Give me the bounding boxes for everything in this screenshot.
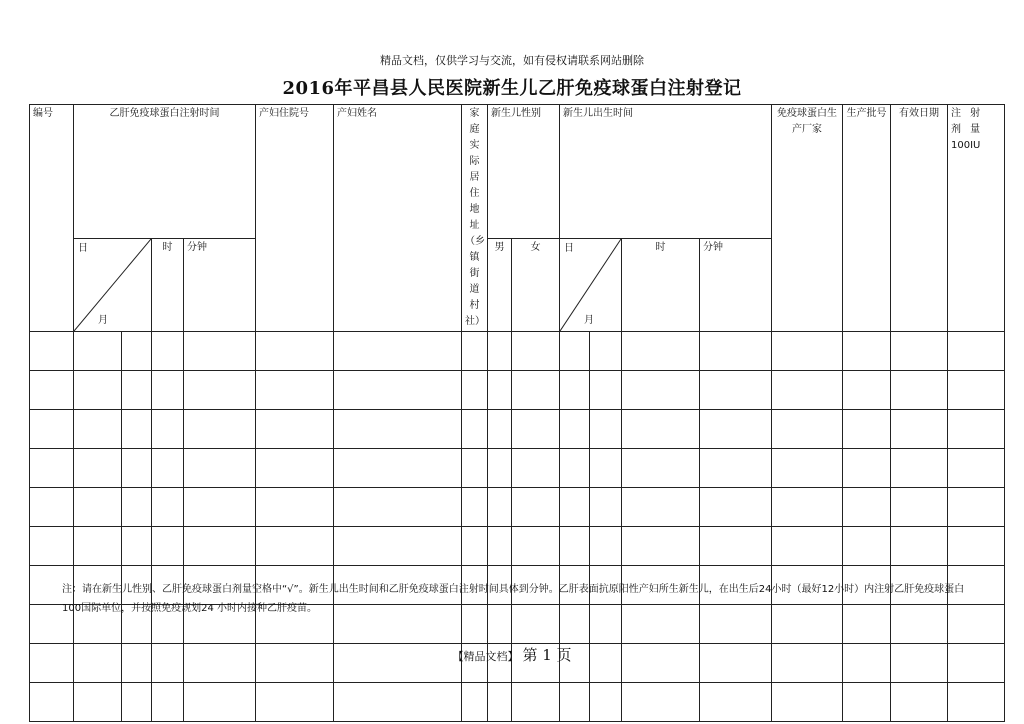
table-cell[interactable]: [488, 410, 512, 449]
table-cell[interactable]: [122, 683, 152, 722]
table-cell[interactable]: [462, 683, 488, 722]
gender-female-label: 女: [512, 238, 560, 331]
footer-label: 【精品文档】: [452, 650, 519, 663]
table-cell[interactable]: [74, 410, 122, 449]
table-cell[interactable]: [462, 449, 488, 488]
table-cell[interactable]: [462, 332, 488, 371]
injection-month-label: 月: [98, 315, 108, 326]
header-address: [462, 105, 488, 332]
birth-hour-label: 时: [622, 238, 700, 331]
header-gender: 新生儿性别: [488, 105, 560, 239]
table-cell[interactable]: [560, 371, 590, 410]
table-cell[interactable]: [700, 527, 772, 566]
table-cell[interactable]: [843, 449, 891, 488]
table-cell[interactable]: [622, 332, 700, 371]
table-cell[interactable]: [590, 683, 622, 722]
table-cell[interactable]: [948, 332, 1005, 371]
table-cell[interactable]: [488, 332, 512, 371]
table-cell[interactable]: [122, 449, 152, 488]
table-cell[interactable]: [590, 332, 622, 371]
table-row: [30, 449, 1005, 488]
table-cell[interactable]: [334, 410, 462, 449]
table-cell[interactable]: [30, 371, 74, 410]
table-cell[interactable]: [184, 371, 256, 410]
table-cell[interactable]: [122, 371, 152, 410]
table-cell[interactable]: [152, 410, 184, 449]
table-cell[interactable]: [256, 488, 334, 527]
header-note: 精品文档，仅供学习与交流，如有侵权请联系网站删除: [380, 54, 644, 67]
table-cell[interactable]: [334, 527, 462, 566]
header-hospital-no: 产妇住院号: [256, 105, 334, 332]
table-cell[interactable]: [590, 527, 622, 566]
table-cell[interactable]: [700, 332, 772, 371]
table-cell[interactable]: [512, 410, 560, 449]
table-cell[interactable]: [843, 488, 891, 527]
table-cell[interactable]: [891, 410, 948, 449]
table-cell[interactable]: [512, 332, 560, 371]
table-cell[interactable]: [30, 527, 74, 566]
table-cell[interactable]: [622, 449, 700, 488]
table-cell[interactable]: [488, 488, 512, 527]
table-cell[interactable]: [560, 488, 590, 527]
table-cell[interactable]: [700, 371, 772, 410]
table-cell[interactable]: [152, 332, 184, 371]
table-cell[interactable]: [256, 449, 334, 488]
birth-month-label: 月: [584, 315, 594, 326]
header-manufacturer: 免疫球蛋白生产厂家: [772, 105, 843, 332]
table-cell[interactable]: [560, 449, 590, 488]
table-cell[interactable]: [948, 449, 1005, 488]
footnote: 注：请在新生儿性别、乙肝免疫球蛋白剂量空格中“√”。新生儿出生时间和乙肝免疫球蛋白注射时间具体到分钟。乙肝表面抗原阳性产妇所生新生儿，在出生后24小时（最好12小时）内注射乙肝免疫球蛋白100国际单位，并按照免疫规划24 小时内接种乙肝疫苗。: [62, 584, 965, 614]
table-cell[interactable]: [256, 332, 334, 371]
table-cell[interactable]: [184, 410, 256, 449]
table-cell[interactable]: [891, 449, 948, 488]
table-cell[interactable]: [30, 449, 74, 488]
table-cell[interactable]: [700, 410, 772, 449]
injection-day-label: 日: [78, 242, 88, 254]
birth-day-label: 日: [564, 242, 574, 254]
table-cell[interactable]: [462, 488, 488, 527]
table-cell[interactable]: [30, 683, 74, 722]
table-cell[interactable]: [700, 683, 772, 722]
table-cell[interactable]: [30, 332, 74, 371]
table-cell[interactable]: [772, 332, 843, 371]
table-cell[interactable]: [772, 527, 843, 566]
table-cell[interactable]: [74, 371, 122, 410]
header-injection-time: 乙肝免疫球蛋白注射时间: [74, 105, 256, 239]
table-cell[interactable]: [772, 488, 843, 527]
table-cell[interactable]: [891, 371, 948, 410]
table-cell[interactable]: [184, 332, 256, 371]
table-cell[interactable]: [772, 410, 843, 449]
table-cell[interactable]: [843, 683, 891, 722]
header-address-line1: 家庭实际居住地址: [469, 108, 480, 231]
table-cell[interactable]: [30, 488, 74, 527]
table-cell[interactable]: [334, 683, 462, 722]
table-cell[interactable]: [948, 683, 1005, 722]
table-cell[interactable]: [622, 488, 700, 527]
table-cell[interactable]: [948, 371, 1005, 410]
table-cell[interactable]: [512, 527, 560, 566]
table-cell[interactable]: [891, 488, 948, 527]
header-expiry: 有效日期: [891, 105, 948, 332]
table-cell[interactable]: [622, 683, 700, 722]
header-row-main: [30, 105, 1005, 239]
table-cell[interactable]: [152, 488, 184, 527]
table-cell[interactable]: [512, 488, 560, 527]
table-cell[interactable]: [152, 683, 184, 722]
injection-hour-label: 时: [152, 238, 184, 331]
table-cell[interactable]: [122, 488, 152, 527]
page-footer: [0, 644, 1024, 665]
table-cell[interactable]: [590, 449, 622, 488]
birth-day-month-cell: [560, 238, 622, 331]
header-birth-time: 新生儿出生时间: [560, 105, 772, 239]
header-dose-line3: 100IU: [951, 140, 981, 151]
table-cell[interactable]: [843, 371, 891, 410]
birth-minute-label: 分钟: [700, 238, 772, 331]
document-title: 2016年平昌县人民医院新生儿乙肝免疫球蛋白注射登记: [282, 78, 742, 99]
table-cell[interactable]: [560, 683, 590, 722]
table-cell[interactable]: [74, 527, 122, 566]
table-cell[interactable]: [184, 449, 256, 488]
table-cell[interactable]: [560, 527, 590, 566]
table-cell[interactable]: [334, 371, 462, 410]
table-row: [30, 332, 1005, 371]
table-cell[interactable]: [560, 410, 590, 449]
table-cell[interactable]: [700, 449, 772, 488]
table-cell[interactable]: [256, 683, 334, 722]
table-cell[interactable]: [74, 683, 122, 722]
table-cell[interactable]: [184, 683, 256, 722]
table-cell[interactable]: [843, 527, 891, 566]
table-cell[interactable]: [590, 371, 622, 410]
table-cell[interactable]: [334, 332, 462, 371]
table-cell[interactable]: [948, 488, 1005, 527]
header-batch: 生产批号: [843, 105, 891, 332]
table-cell[interactable]: [622, 527, 700, 566]
table-cell[interactable]: [334, 449, 462, 488]
table-cell[interactable]: [488, 371, 512, 410]
injection-minute-label: 分钟: [184, 238, 256, 331]
table-cell[interactable]: [948, 410, 1005, 449]
table-cell[interactable]: [622, 371, 700, 410]
registration-table: [29, 104, 1005, 722]
table-cell[interactable]: [122, 410, 152, 449]
table-cell[interactable]: [512, 371, 560, 410]
table-cell[interactable]: [152, 371, 184, 410]
table-cell[interactable]: [184, 488, 256, 527]
table-cell[interactable]: [843, 410, 891, 449]
table-cell[interactable]: [891, 683, 948, 722]
table-cell[interactable]: [462, 410, 488, 449]
table-cell[interactable]: [891, 527, 948, 566]
table-cell[interactable]: [152, 527, 184, 566]
table-cell[interactable]: [488, 449, 512, 488]
table-cell[interactable]: [772, 449, 843, 488]
table-row: [30, 371, 1005, 410]
table-row: [30, 410, 1005, 449]
table-cell[interactable]: [256, 527, 334, 566]
table-cell[interactable]: [74, 332, 122, 371]
table-cell[interactable]: [184, 527, 256, 566]
header-address-line2: （乡镇 街道 村 社）: [465, 236, 485, 327]
header-dose-line1: 注 射: [951, 108, 984, 119]
header-number: 编号: [30, 105, 74, 332]
table-cell[interactable]: [512, 683, 560, 722]
injection-day-month-cell: [74, 238, 152, 331]
table-row: [30, 683, 1005, 722]
table-cell[interactable]: [462, 527, 488, 566]
table-cell[interactable]: [622, 410, 700, 449]
header-dose-line2: 剂 量: [951, 124, 984, 135]
table-cell[interactable]: [256, 371, 334, 410]
header-dose: [948, 105, 1005, 332]
table-cell[interactable]: [462, 371, 488, 410]
table-cell[interactable]: [843, 332, 891, 371]
table-row: [30, 527, 1005, 566]
page-number: 第 1 页: [522, 646, 572, 664]
table-cell[interactable]: [772, 371, 843, 410]
table-cell[interactable]: [590, 410, 622, 449]
table-cell[interactable]: [256, 410, 334, 449]
table-cell[interactable]: [512, 449, 560, 488]
gender-male-label: 男: [488, 238, 512, 331]
table-row: [30, 488, 1005, 527]
table-cell[interactable]: [700, 488, 772, 527]
table-cell[interactable]: [30, 410, 74, 449]
table-cell[interactable]: [488, 683, 512, 722]
table-cell[interactable]: [74, 449, 122, 488]
table-cell[interactable]: [891, 332, 948, 371]
table-cell[interactable]: [334, 488, 462, 527]
table-cell[interactable]: [488, 527, 512, 566]
table-cell[interactable]: [74, 488, 122, 527]
table-cell[interactable]: [152, 449, 184, 488]
table-cell[interactable]: [560, 332, 590, 371]
table-cell[interactable]: [590, 488, 622, 527]
table-cell[interactable]: [948, 527, 1005, 566]
table-cell[interactable]: [122, 527, 152, 566]
table-cell[interactable]: [122, 332, 152, 371]
table-cell[interactable]: [772, 683, 843, 722]
header-mother-name: 产妇姓名: [334, 105, 462, 332]
